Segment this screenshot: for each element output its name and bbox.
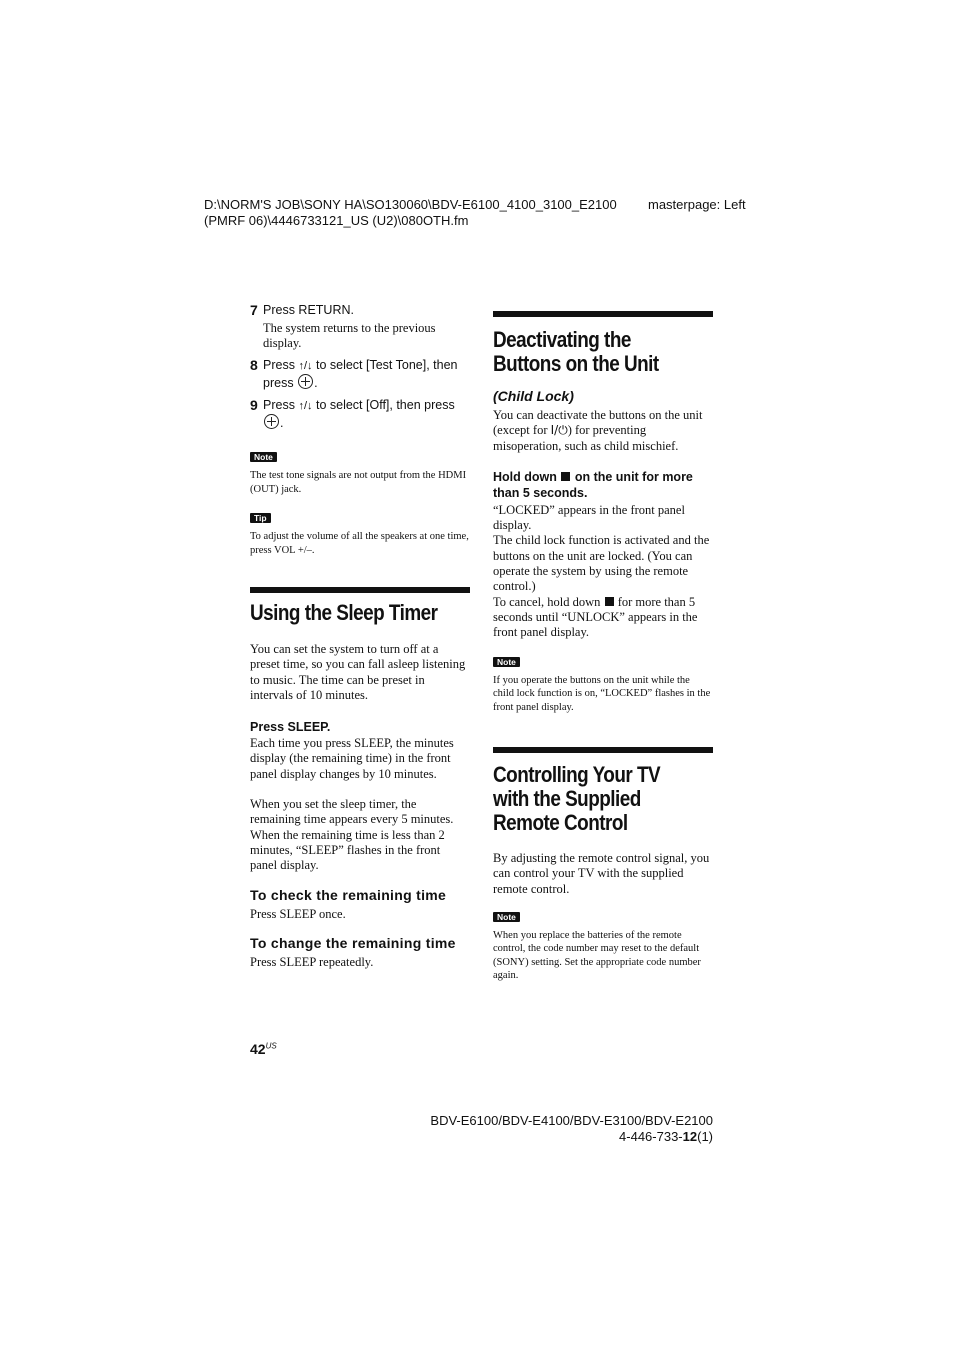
step-text-pre: Press: [263, 398, 299, 412]
heading-line: Remote Control: [493, 810, 628, 836]
deactivate-intro: [493, 408, 713, 454]
step-body: The system returns to the previous display.: [263, 321, 436, 350]
check-remaining-text: Press SLEEP once.: [250, 906, 346, 921]
file-path-header: [204, 197, 617, 229]
sleep-timer-heading: Using the Sleep Timer: [250, 600, 438, 625]
stop-button-icon: [605, 597, 614, 606]
note-text: If you operate the buttons on the unit while the child lock function is on, “LOCKED” flashes in the front panel display.: [493, 674, 711, 713]
note-badge: Note: [250, 452, 277, 462]
page-number-suffix: US: [265, 1041, 277, 1051]
step-text-post: to select [Test Tone], then press: [263, 358, 458, 390]
heading-line: Controlling Your TV: [493, 762, 661, 788]
note-block: [493, 652, 713, 715]
stop-button-icon: [561, 472, 570, 481]
up-down-arrow-icon: ↑/↓: [298, 400, 313, 412]
code-post: (1): [697, 1129, 713, 1144]
right-column: [493, 311, 713, 983]
page-number: [250, 1041, 277, 1057]
step-7: [250, 302, 470, 351]
code-bold: 12: [682, 1129, 698, 1144]
change-remaining-heading: To change the remaining time: [250, 934, 456, 951]
cancel-text: [493, 595, 713, 641]
check-remaining-heading: To check the remaining time: [250, 886, 447, 903]
sleep-para-1: Each time you press SLEEP, the minutes display (the remaining time) in the front panel display changes by 10 minutes.: [250, 736, 454, 781]
step-8: 8 Press ↑/↓ to select [Test Tone], then press .: [250, 357, 458, 390]
note-text: When you replace the batteries of the remote control, the code number may reset to the default (SONY) setting. Set the appropriate code number again.: [493, 929, 701, 982]
section-rule: [493, 747, 713, 753]
left-column: [250, 300, 470, 970]
enter-button-icon: [298, 374, 313, 389]
enter-button-icon: [264, 414, 279, 429]
masterpage-label: masterpage: Left: [648, 197, 746, 212]
step-text-post: to select [Off], then press: [312, 398, 455, 412]
step-text-pre: Press: [263, 358, 299, 372]
code-pre: 4-446-733-: [619, 1129, 683, 1144]
change-remaining-text: Press SLEEP repeatedly.: [250, 954, 374, 969]
step-number: 7: [250, 302, 258, 318]
child-lock-subheading: (Child Lock): [493, 388, 574, 404]
tv-control-heading: [493, 763, 682, 835]
file-path-line2: (PMRF 06)\4446733121_US (U2)\080OTH.fm: [204, 213, 469, 228]
tip-badge: Tip: [250, 513, 271, 523]
power-icon: I/⏻: [550, 423, 568, 438]
locked-text: “LOCKED” appears in the front panel display.: [493, 502, 685, 533]
step-text: Press RETURN.: [263, 303, 354, 317]
press-sleep-instruction: Press SLEEP.: [250, 720, 331, 735]
sleep-para-2: When you set the sleep timer, the remaining time appears every 5 minutes. When the remaining time is less than 2 minutes, “SLEEP” flashes in the front panel display.: [250, 797, 454, 873]
tip-text: To adjust the volume of all the speakers at one time, press VOL +/–.: [250, 531, 469, 556]
hold-down-post: on the unit for more than 5 seconds.: [493, 469, 693, 500]
cancel-post: for more than 5 seconds until “UNLOCK” appears in the front panel display.: [493, 594, 698, 640]
hold-down-instruction: [493, 469, 713, 501]
section-rule: [250, 587, 470, 593]
up-down-arrow-icon: ↑/↓: [298, 360, 313, 372]
note-block: [250, 447, 470, 496]
child-lock-text: The child lock function is activated and the buttons on the unit are locked. (You can operate the system by using the remote control.): [493, 533, 710, 594]
page-number-value: 42: [250, 1041, 266, 1057]
footer-models: BDV-E6100/BDV-E4100/BDV-E3100/BDV-E2100: [430, 1113, 713, 1128]
footer-model-info: [430, 1113, 713, 1145]
file-path-line1: D:\NORM'S JOB\SONY HA\SO130060\BDV-E6100_4100_3100_E2100: [204, 197, 617, 212]
footer-code: [430, 1129, 713, 1145]
tip-block: [250, 508, 470, 557]
note-text: The test tone signals are not output from the HDMI (OUT) jack.: [250, 470, 467, 495]
hold-down-pre: Hold down: [493, 469, 561, 484]
note-block: [493, 907, 713, 983]
sleep-intro: You can set the system to turn off at a preset time, so you can fall asleep listening to music. The time can be preset in intervals of 10 minutes.: [250, 642, 466, 702]
heading-line: Deactivating the: [493, 327, 631, 352]
step-9: 9 Press ↑/↓ to select [Off], then press .: [250, 397, 455, 430]
step-number: 9: [250, 397, 258, 413]
deactivate-heading: [493, 328, 682, 376]
intro-post: ) for preventing misoperation, such as child mischief.: [493, 423, 679, 453]
note-badge: Note: [493, 657, 520, 667]
step-number: 8: [250, 357, 258, 373]
heading-line: with the Supplied: [493, 786, 641, 812]
tv-intro: By adjusting the remote control signal, you can control your TV with the supplied remote control.: [493, 851, 710, 896]
intro-pre: You can deactivate the buttons on the unit (except for: [493, 408, 703, 438]
note-badge: Note: [493, 912, 520, 922]
heading-line: Buttons on the Unit: [493, 351, 659, 376]
cancel-pre: To cancel, hold down: [493, 594, 604, 609]
section-rule: [493, 311, 713, 317]
